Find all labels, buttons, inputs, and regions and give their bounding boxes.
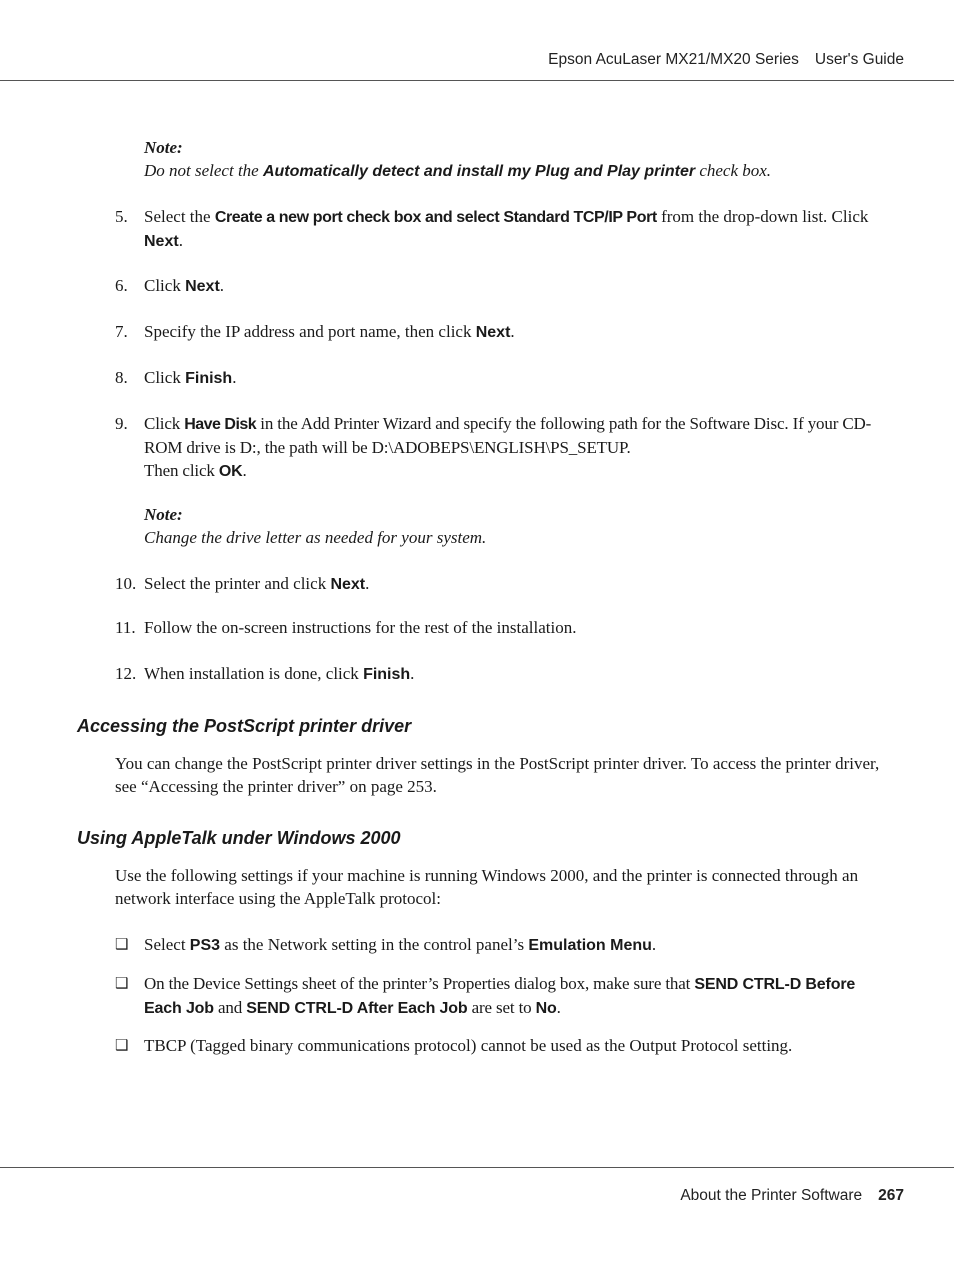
section-heading-postscript: Accessing the PostScript printer driver <box>77 716 412 736</box>
step-number: 12. <box>115 664 137 683</box>
footer-rule <box>0 1167 954 1168</box>
header-product: Epson AcuLaser MX21/MX20 Series <box>548 51 799 68</box>
note-body: Do not select the Automatically detect and install my Plug and Play printer check box. <box>144 161 772 180</box>
section-body-postscript: You can change the PostScript printer driver settings in the PostScript printer driver. To access the printer driver, see “Accessing the printer driver” on page 253. <box>115 754 880 796</box>
note-title: Note: <box>144 505 183 524</box>
step-12: When installation is done, click Finish. <box>144 664 415 683</box>
checkbox-bullet-icon: ❑ <box>115 1038 129 1054</box>
page-footer <box>680 1187 904 1205</box>
step-7: Specify the IP address and port name, then click Next. <box>144 322 515 341</box>
step-8: Click Finish. <box>144 368 237 387</box>
step-number: 5. <box>115 207 128 226</box>
bullet-item: Select PS3 as the Network setting in the control panel’s Emulation Menu. <box>144 935 657 954</box>
footer-section: About the Printer Software <box>680 1187 863 1204</box>
header-rule <box>0 80 954 81</box>
bullet-item: On the Device Settings sheet of the printer’s Properties dialog box, make sure that SEND CTRL-D Before Each Job and SEND CTRL-D After Each Job are set to No. <box>144 974 856 1017</box>
checkbox-bullet-icon: ❑ <box>115 976 129 992</box>
page-header <box>548 51 904 69</box>
checkbox-bullet-icon: ❑ <box>115 937 129 953</box>
section-body-appletalk: Use the following settings if your machine is running Windows 2000, and the printer is connected through an network interface using the AppleTalk protocol: <box>115 866 859 908</box>
section-heading-appletalk: Using AppleTalk under Windows 2000 <box>77 828 401 848</box>
note-title: Note: <box>144 138 183 157</box>
header-guide: User's Guide <box>814 51 904 68</box>
page-number: 267 <box>878 1187 904 1204</box>
step-9: Click Have Disk in the Add Printer Wizard and specify the following path for the Software Disc. If your CD-ROM drive is D:, the path will be D:\ADOBEPS\ENGLISH\PS_SETUP. Then click OK. <box>144 414 872 480</box>
step-number: 8. <box>115 368 128 387</box>
step-6: Click Next. <box>144 276 225 295</box>
step-number: 6. <box>115 276 128 295</box>
note-drive-letter <box>144 503 884 549</box>
note-plug-and-play <box>144 136 884 183</box>
note-body: Change the drive letter as needed for your system. <box>144 528 487 547</box>
step-10: Select the printer and click Next. <box>144 574 370 593</box>
step-number: 7. <box>115 322 128 341</box>
step-11: Follow the on-screen instructions for the rest of the installation. <box>144 618 577 637</box>
step-5: Select the Create a new port check box and select Standard TCP/IP Port from the drop-down list. Click Next. <box>144 207 869 250</box>
bullet-item: TBCP (Tagged binary communications protocol) cannot be used as the Output Protocol setting. <box>144 1036 793 1055</box>
step-number: 9. <box>115 414 128 433</box>
step-number: 11. <box>115 618 136 637</box>
step-number: 10. <box>115 574 137 593</box>
